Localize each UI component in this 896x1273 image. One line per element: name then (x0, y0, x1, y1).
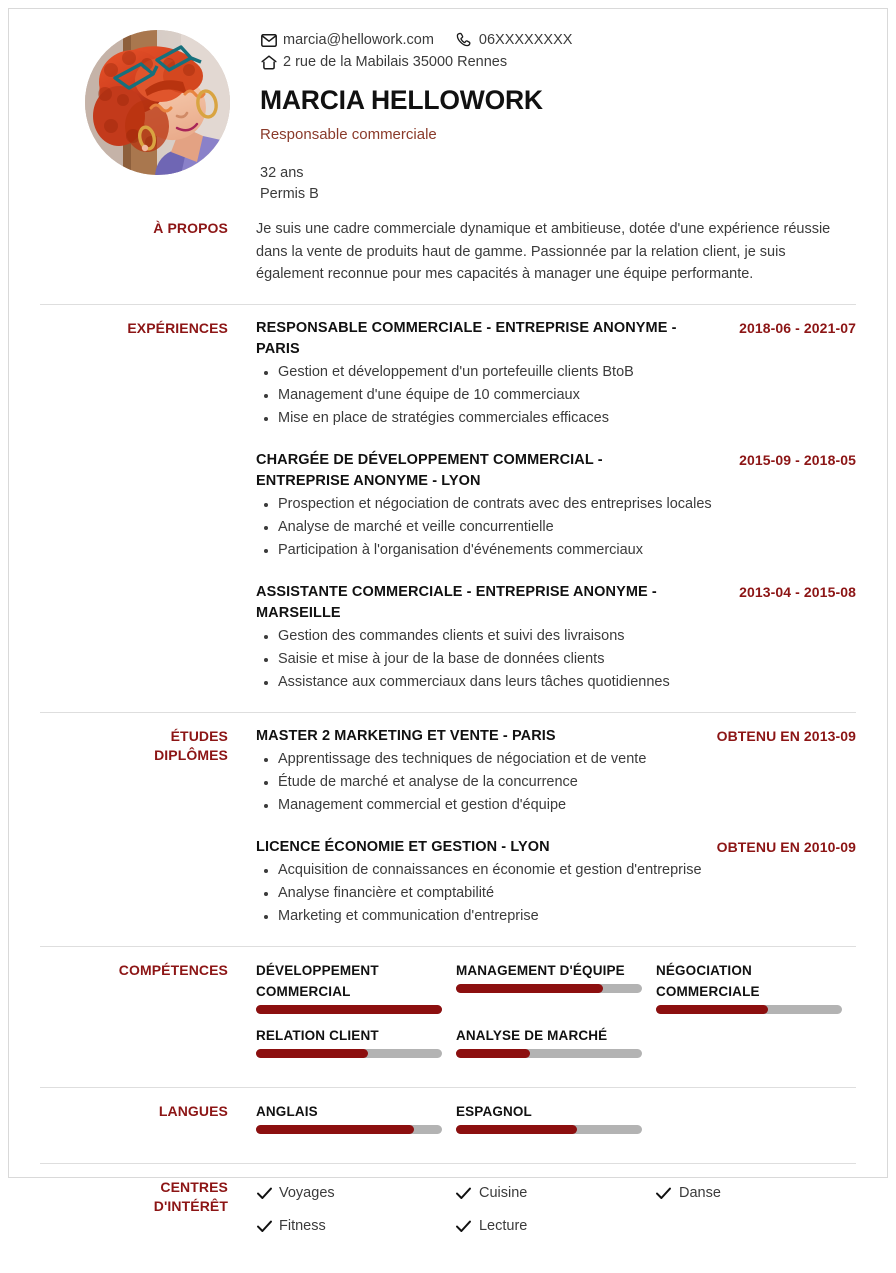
check-icon (256, 1185, 272, 1201)
check-icon (256, 1218, 272, 1234)
experience-entry (256, 582, 856, 694)
list-item: Saisie et mise à jour de la base de données clients (278, 648, 856, 671)
age-text: 32 ans (260, 165, 304, 182)
list-item: Gestion des commandes clients et suivi des livraisons (278, 625, 856, 648)
language-bar-track (256, 1125, 442, 1134)
experience-head (256, 450, 856, 492)
skill-bar-track (456, 1049, 642, 1058)
contact-phone-text: 06XXXXXXXX (478, 32, 573, 48)
interests-body (256, 1177, 856, 1243)
language-item (456, 1101, 656, 1134)
experience-date: 2018-06 - 2021-07 (739, 319, 856, 336)
check-icon (656, 1185, 672, 1201)
experiences-body (256, 318, 856, 694)
job-title: Responsable commerciale (260, 126, 437, 144)
education-bullets (256, 859, 856, 928)
skill-item (256, 1025, 456, 1058)
list-item: Apprentissage des techniques de négociation et de vente (278, 748, 856, 771)
skill-bar-track (256, 1005, 442, 1014)
contact-address-text: 2 rue de la Mabilais 35000 Rennes (283, 54, 508, 70)
contact-email-text: marcia@hellowork.com (283, 32, 434, 48)
skill-label: NÉGOCIATION COMMERCIALE (655, 962, 760, 999)
avatar-column (40, 30, 256, 175)
list-item: Acquisition de connaissances en économie et gestion d'entreprise (278, 859, 856, 882)
skill-label: MANAGEMENT D'ÉQUIPE (455, 962, 625, 978)
experience-head (256, 318, 856, 360)
experience-entry (256, 318, 856, 430)
education-entry (256, 837, 856, 928)
licence-text: Permis B (260, 186, 319, 203)
section-experiences (40, 304, 856, 704)
section-label-about: À PROPOS (153, 220, 228, 237)
contact-line-2 (260, 52, 856, 72)
home-icon (260, 54, 277, 71)
languages-body (256, 1101, 856, 1145)
contact-email[interactable] (260, 30, 434, 50)
skill-bar-fill (656, 1005, 768, 1014)
personal-meta (260, 163, 856, 205)
about-body (256, 218, 856, 286)
skill-item (656, 960, 856, 1014)
list-item: Étude de marché et analyse de la concurrence (278, 771, 856, 794)
section-skills (40, 946, 856, 1079)
language-bar-fill (456, 1125, 577, 1134)
skill-bar-fill (456, 1049, 530, 1058)
experience-date: 2015-09 - 2018-05 (739, 451, 856, 468)
list-item: Management d'une équipe de 10 commerciaux (278, 384, 856, 407)
experience-bullets (256, 493, 856, 562)
education-body (256, 726, 856, 928)
interest-label: Voyages (279, 1184, 335, 1201)
education-date: OBTENU EN 2013-09 (716, 727, 856, 744)
section-label-education (40, 726, 256, 765)
list-item: Prospection et négociation de contrats avec des entreprises locales (278, 493, 856, 516)
phone-icon (456, 32, 473, 49)
language-label: ANGLAIS (256, 1103, 318, 1119)
language-bar-track (456, 1125, 642, 1134)
contact-phone[interactable] (456, 30, 573, 50)
interest-label: Cuisine (478, 1184, 528, 1201)
list-item: Marketing et communication d'entreprise (278, 905, 856, 928)
interest-item (656, 1177, 856, 1210)
interests-grid (256, 1177, 856, 1243)
interest-item (456, 1210, 656, 1243)
section-label-languages: LANGUES (158, 1102, 228, 1119)
experience-bullets (256, 361, 856, 430)
cv-header (40, 30, 856, 205)
education-entry (256, 726, 856, 817)
interest-item (256, 1177, 456, 1210)
experience-entry (256, 450, 856, 562)
skill-label: DÉVELOPPEMENT COMMERCIAL (256, 962, 379, 999)
section-label-education-line2: DIPLÔMES (154, 746, 228, 763)
about-text: Je suis une cadre commerciale dynamique et ambitieuse, dotée d'une expérience réussie dans la vente de produits haut de gamme. Passionnée par la relation client, je suis également reconnue pour mes capacités à manager une équipe performante. (256, 221, 831, 283)
avatar-illustration (85, 30, 230, 175)
avatar (85, 30, 230, 175)
list-item: Management commercial et gestion d'équipe (278, 794, 856, 817)
skill-item (456, 960, 656, 1014)
skill-label: ANALYSE DE MARCHÉ (455, 1027, 608, 1043)
page-title: MARCIA HELLOWORK (260, 85, 543, 115)
interest-label: Danse (678, 1184, 721, 1201)
section-interests (40, 1163, 856, 1253)
section-label-interests (40, 1177, 256, 1216)
contact-address (260, 52, 507, 72)
languages-grid (256, 1101, 856, 1145)
interest-label: Lecture (478, 1217, 528, 1234)
section-label-skills: COMPÉTENCES (118, 961, 228, 978)
education-head (256, 837, 856, 858)
experience-title: RESPONSABLE COMMERCIALE - ENTREPRISE ANONYME - PARIS (256, 319, 677, 357)
experience-title: CHARGÉE DE DÉVELOPPEMENT COMMERCIAL - ENTREPRISE ANONYME - LYON (256, 451, 603, 489)
interest-label: Fitness (279, 1217, 326, 1234)
section-languages (40, 1087, 856, 1155)
contact-line-1 (260, 30, 856, 50)
experience-head (256, 582, 856, 624)
envelope-icon (260, 32, 277, 49)
skills-body (256, 960, 856, 1069)
experience-date: 2013-04 - 2015-08 (739, 583, 856, 600)
header-main (256, 30, 856, 205)
check-icon (456, 1185, 472, 1201)
section-label-education-line1: ÉTUDES (170, 727, 228, 744)
skill-item (456, 1025, 656, 1058)
skill-bar-fill (256, 1005, 442, 1014)
experience-bullets (256, 625, 856, 694)
check-icon (456, 1218, 472, 1234)
education-bullets (256, 748, 856, 817)
skill-bar-track (456, 984, 642, 993)
section-label-interests-line2: D'INTÉRÊT (153, 1197, 228, 1214)
education-title: LICENCE ÉCONOMIE ET GESTION - LYON (256, 838, 550, 855)
skill-item (256, 960, 456, 1014)
experience-title: ASSISTANTE COMMERCIALE - ENTREPRISE ANONYME - MARSEILLE (256, 583, 657, 621)
skill-bar-track (256, 1049, 442, 1058)
section-label-experiences: EXPÉRIENCES (127, 319, 228, 336)
education-title: MASTER 2 MARKETING ET VENTE - PARIS (256, 727, 556, 744)
education-head (256, 726, 856, 747)
interest-item (256, 1210, 456, 1243)
list-item: Analyse de marché et veille concurrentielle (278, 516, 856, 539)
section-label-interests-line1: CENTRES (160, 1178, 228, 1195)
interest-item (456, 1177, 656, 1210)
language-bar-fill (256, 1125, 414, 1134)
skill-label: RELATION CLIENT (256, 1027, 379, 1043)
list-item: Mise en place de stratégies commerciales efficaces (278, 407, 856, 430)
section-about (40, 205, 856, 296)
list-item: Assistance aux commerciaux dans leurs tâches quotidiennes (278, 671, 856, 694)
skills-grid (256, 960, 856, 1069)
list-item: Participation à l'organisation d'événements commerciaux (278, 539, 856, 562)
skill-bar-track (656, 1005, 842, 1014)
skill-bar-fill (456, 984, 603, 993)
education-date: OBTENU EN 2010-09 (716, 838, 856, 855)
list-item: Analyse financière et comptabilité (278, 882, 856, 905)
language-label: ESPAGNOL (455, 1103, 532, 1119)
skill-bar-fill (256, 1049, 368, 1058)
language-item (256, 1101, 456, 1134)
list-item: Gestion et développement d'un portefeuille clients BtoB (278, 361, 856, 384)
section-education (40, 712, 856, 938)
